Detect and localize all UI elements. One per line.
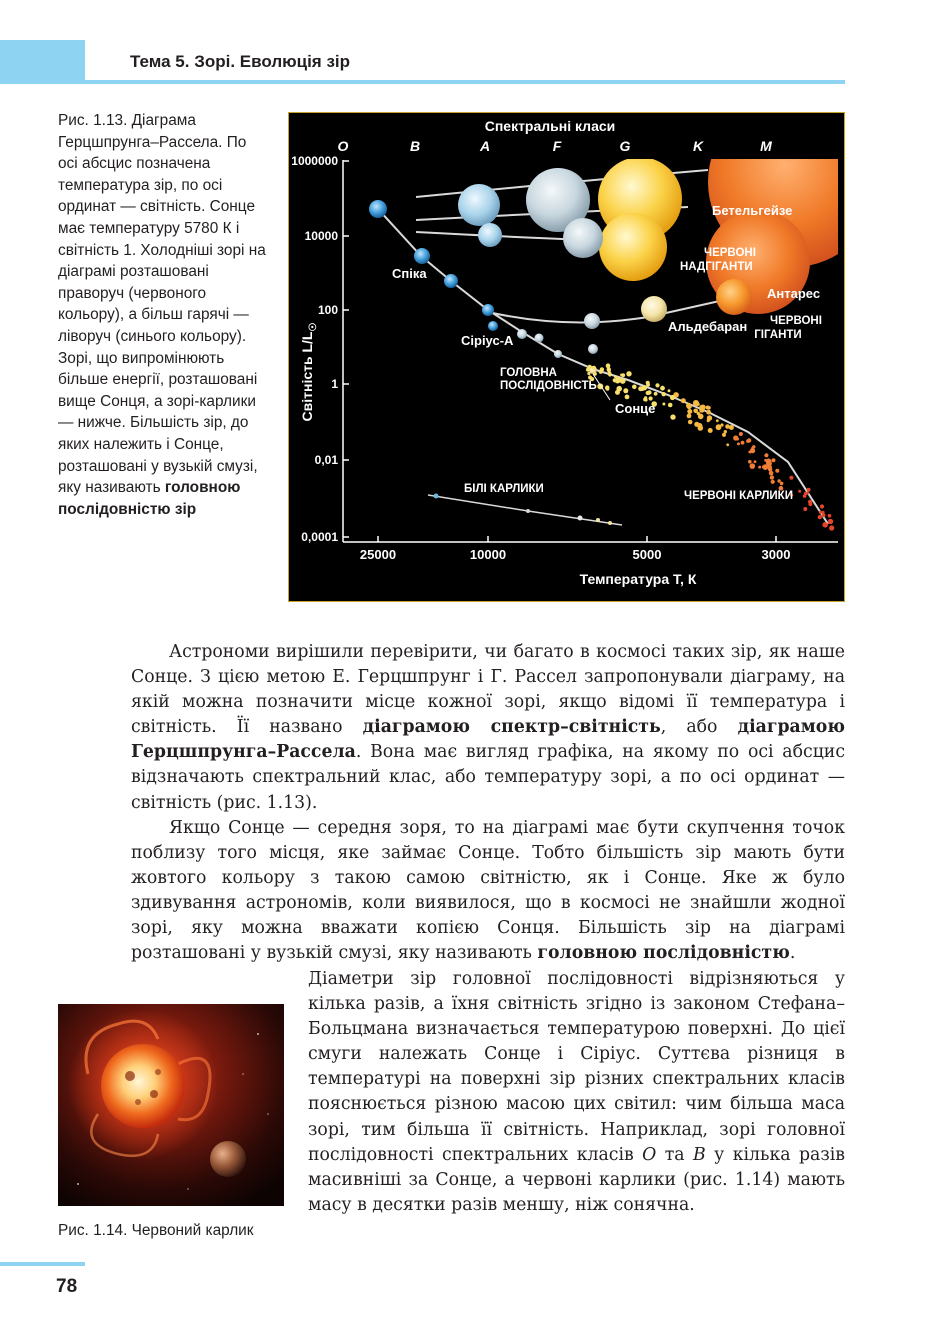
blue-dwarf-star bbox=[488, 321, 498, 331]
main-sequence-dot bbox=[620, 378, 626, 384]
main-sequence-dot bbox=[726, 443, 729, 446]
main-sequence-dot bbox=[668, 389, 671, 392]
main-sequence-dot bbox=[828, 514, 832, 518]
main-sequence-dot bbox=[746, 439, 750, 443]
main-sequence-dot bbox=[606, 387, 610, 391]
main-sequence-dot bbox=[587, 372, 590, 375]
main-sequence-dot bbox=[752, 445, 755, 448]
white-dwarf-star bbox=[434, 494, 439, 499]
main-sequence-dot bbox=[775, 469, 779, 473]
main-sequence-dot bbox=[822, 522, 828, 528]
main-sequence-dot bbox=[764, 453, 768, 457]
label-main-sequence-1: ГОЛОВНА bbox=[500, 367, 557, 379]
label-main-sequence-2: ПОСЛІДОВНІСТЬ bbox=[500, 380, 597, 392]
label-sirius: Сіріус-А bbox=[461, 333, 514, 348]
sirius-star bbox=[482, 304, 494, 316]
main-sequence-dot bbox=[772, 458, 776, 462]
main-sequence-dot bbox=[777, 479, 780, 482]
main-sequence-dot bbox=[750, 448, 755, 453]
main-sequence-dot bbox=[647, 390, 651, 394]
main-sequence-dot bbox=[739, 432, 743, 436]
main-sequence-dot bbox=[716, 419, 719, 422]
x-axis-label: Температура T, К bbox=[579, 571, 697, 587]
main-sequence-dot bbox=[820, 504, 824, 508]
red-giant-star bbox=[716, 279, 752, 315]
y-axis-label-sub: ☉ bbox=[308, 322, 319, 332]
main-sequence-dot bbox=[736, 438, 739, 441]
header-accent-block bbox=[0, 40, 85, 84]
footer-rule bbox=[0, 1262, 85, 1266]
label-betelgeuse: Бетельгейзе bbox=[712, 203, 793, 218]
label-red-dwarfs: ЧЕРВОНІ КАРЛИКИ bbox=[684, 490, 793, 502]
main-sequence-dot bbox=[768, 467, 772, 471]
main-sequence-dot bbox=[670, 395, 675, 400]
y-tick-label: 0,01 bbox=[314, 453, 338, 467]
main-sequence-dot bbox=[724, 430, 727, 433]
red-dwarf-svg bbox=[58, 1004, 284, 1206]
term-spectrum-luminosity: діаграмою спектр–світність bbox=[362, 717, 661, 738]
white-dwarf-star-2 bbox=[526, 509, 530, 513]
main-sequence-dot bbox=[668, 403, 673, 408]
red-dwarf-illustration bbox=[58, 1004, 284, 1206]
x-tick-label: 25000 bbox=[359, 547, 397, 562]
main-sequence-dot bbox=[819, 511, 822, 514]
main-sequence-dot bbox=[829, 521, 832, 524]
aldebaran-star bbox=[641, 296, 667, 322]
main-sequence-dot bbox=[670, 414, 675, 419]
label-sun: Сонце bbox=[615, 401, 656, 416]
main-sequence-dot bbox=[616, 386, 622, 392]
body-paragraph-3 bbox=[308, 967, 845, 1218]
main-sequence-dot bbox=[632, 385, 637, 390]
main-sequence-dot bbox=[614, 375, 617, 378]
header-rule bbox=[85, 80, 845, 84]
spica-star bbox=[414, 248, 430, 264]
yellow-supergiant-star-2 bbox=[599, 213, 667, 281]
label-aldebaran: Альдебаран bbox=[668, 319, 748, 334]
main-sequence-dot bbox=[623, 388, 628, 393]
main-sequence-dot bbox=[722, 433, 726, 437]
x-tick-label: 5000 bbox=[632, 547, 662, 562]
y-tick-label: 1000000 bbox=[291, 154, 338, 168]
blue-main-sequence-star bbox=[444, 274, 458, 288]
class-o: O bbox=[642, 1144, 657, 1165]
white-star bbox=[517, 329, 527, 339]
main-sequence-dot bbox=[804, 492, 808, 496]
figure-1-14-caption: Рис. 1.14. Червоний карлик bbox=[58, 1222, 254, 1239]
page-header-title: Тема 5. Зорі. Еволюція зір bbox=[130, 52, 351, 71]
label-red-giants-2: ГІГАНТИ bbox=[754, 329, 802, 341]
white-supergiant-star-2 bbox=[563, 218, 603, 258]
label-red-giants-1: ЧЕРВОНІ bbox=[770, 315, 822, 327]
white-star-4 bbox=[588, 344, 598, 354]
figure-1-13-caption-bold: головною послідовністю зір bbox=[58, 479, 241, 518]
chart-title: Спектральні класи bbox=[484, 118, 616, 134]
body-paragraphs bbox=[131, 640, 845, 966]
main-sequence-dot bbox=[687, 414, 692, 419]
hot-blue-star bbox=[369, 200, 387, 218]
y-tick-label: 0,0001 bbox=[301, 530, 338, 544]
hr-diagram bbox=[288, 112, 845, 602]
main-sequence-dot bbox=[758, 466, 761, 469]
main-sequence-dot bbox=[822, 513, 826, 517]
label-white-dwarfs: БІЛІ КАРЛИКИ bbox=[464, 483, 544, 495]
main-sequence-dot bbox=[706, 406, 710, 410]
main-sequence-dot bbox=[600, 367, 604, 371]
white-star-2 bbox=[535, 334, 544, 343]
main-sequence-dot bbox=[716, 424, 722, 430]
main-sequence-dot bbox=[769, 471, 774, 476]
main-sequence-dot bbox=[737, 442, 740, 445]
spectral-class-B: B bbox=[409, 138, 421, 154]
figure-1-13-caption-text: Рис. 1.13. Діаграма Герцшпрунга–Рассела. По осі абсцис позначена температура зір, по осі ординат — світність. Сонце має температуру 5780 К і світність 1. Холодніші зорі на діаграмі розташовані праворуч (червоного кольору), а більш гарячі — ліворуч (синього кольору). Зорі, що випромінюють більше енергії, розташовані вище Сонця, а зорі-карлики — нижче. Більшість зір, до яких належить і Сонце, розташовані у вузькій смузі, яку називають bbox=[58, 112, 266, 497]
spectral-class-G: G bbox=[619, 138, 631, 154]
main-sequence-dot bbox=[764, 459, 767, 462]
main-sequence-dot bbox=[625, 395, 630, 400]
y-tick-label: 1 bbox=[331, 377, 338, 391]
main-sequence-dot bbox=[699, 424, 702, 427]
main-sequence-dot bbox=[708, 428, 713, 433]
main-sequence-dot bbox=[662, 392, 666, 396]
blue-supergiant-star bbox=[458, 184, 500, 226]
term-hr-diagram: діаграмою Герцшпрунга–Рассела bbox=[131, 717, 845, 763]
main-sequence-dot bbox=[681, 398, 686, 403]
main-sequence-dot bbox=[688, 420, 693, 425]
main-sequence-dot bbox=[789, 476, 793, 480]
label-spica: Спіка bbox=[392, 266, 427, 281]
spectral-class-A: A bbox=[479, 138, 491, 154]
main-sequence-dot bbox=[654, 392, 658, 396]
main-sequence-dot bbox=[699, 407, 704, 412]
white-dwarf-star-5 bbox=[608, 521, 612, 525]
main-sequence-dot bbox=[750, 463, 756, 469]
label-antares: Антарес bbox=[767, 286, 821, 301]
main-sequence-dot bbox=[798, 490, 801, 493]
paragraph-2: Якщо Сонце — середня зоря, то на діаграмі має бути скупчення точок поблизу того місця, яке займає Сонце. Тобто більшість зір мають бути жовтого кольору з такою самою світністю, як і Сонце. Яке ж було здивування астрономів, коли виявилося, що в космосі не знайшли жодної зорі, яку можна вважати копією Сонця. Більшість зір на діаграмі розташовані у вузькій смузі, яку називають головною послідовністю. bbox=[131, 817, 845, 964]
main-sequence-dot bbox=[818, 515, 822, 519]
white-dwarf-star-3 bbox=[578, 516, 583, 521]
main-sequence-dot bbox=[662, 403, 665, 406]
x-tick-label: 10000 bbox=[469, 547, 507, 562]
label-supergiants-1: ЧЕРВОНІ bbox=[704, 247, 756, 259]
main-sequence-dot bbox=[807, 488, 811, 492]
main-sequence-dot bbox=[693, 409, 698, 414]
main-sequence-dot bbox=[808, 502, 812, 506]
white-dwarf-star-4 bbox=[596, 518, 600, 522]
spectral-class-K: K bbox=[692, 138, 704, 154]
main-sequence-dot bbox=[586, 368, 590, 372]
main-sequence-dot bbox=[646, 383, 650, 387]
main-sequence-dot bbox=[763, 464, 769, 470]
main-sequence-dot bbox=[771, 480, 775, 484]
class-b: B bbox=[693, 1144, 706, 1165]
main-sequence-dot bbox=[708, 416, 713, 421]
x-tick-label: 3000 bbox=[761, 547, 791, 562]
spectral-class-F: F bbox=[552, 138, 562, 154]
main-sequence-dot bbox=[748, 460, 752, 464]
main-sequence-dot bbox=[754, 460, 757, 463]
y-tick-label: 100 bbox=[317, 303, 338, 317]
main-sequence-dot bbox=[649, 396, 653, 400]
spectral-class-M: M bbox=[760, 138, 772, 154]
paragraph-3: Діаметри зір головної послідовності відрізняються у кілька разів, а їхня світність згідно із законом Стефана–Больцмана визначається температурою поверхні. До цієї смуги належать Сонце і Сіріус. Суттєва різниця в температурі на поверхні зір різних спектральних класів пояснюється різною масою цих світил: чим більша маса зорі, тим більша її світність. Наприклад, зорі головної послідовності спектральних класів O та B у кілька разів масивніші за Сонце, а червоні карлики (рис. 1.14) мають масу в десятки разів меншу, ніж сонячна. bbox=[308, 969, 846, 1215]
main-sequence-dot bbox=[741, 441, 745, 445]
term-main-sequence: головною послідовністю bbox=[537, 943, 790, 964]
paragraph-1: Астрономи вирішили перевірити, чи багато в космосі таких зір, як наше Сонце. З цією метою Е. Герцшпрунг і Г. Рассел запропонували діаграму, на якій можна позначити місце кожної зорі, якщо відомі її температура і світність. Її названо діаграмою спектр–світність, або діаграмою Герцшпрунга–Рассела. Вона має вигляд графіка, на якому по осі абсцис відзначають спектральний клас, або температуру зорі, а по осі ординат — світність (рис. 1.13). bbox=[131, 642, 845, 813]
blue-supergiant-star-2 bbox=[478, 223, 502, 247]
main-sequence-dot bbox=[803, 507, 807, 511]
y-axis-label-main: Світність L/L bbox=[299, 331, 315, 422]
giant-star-grey bbox=[584, 313, 600, 329]
main-sequence-dot bbox=[655, 383, 659, 387]
main-sequence-dot bbox=[694, 422, 699, 427]
figure-1-13-caption bbox=[58, 110, 268, 520]
main-sequence-dot bbox=[608, 374, 611, 377]
main-sequence-dot bbox=[621, 373, 625, 377]
hr-diagram-svg bbox=[288, 112, 845, 602]
label-supergiants-2: НАДГІГАНТИ bbox=[680, 261, 753, 273]
main-sequence-dot bbox=[698, 414, 704, 420]
main-sequence-dot bbox=[725, 424, 730, 429]
main-sequence-dot bbox=[592, 366, 596, 370]
main-sequence-dot bbox=[626, 371, 631, 376]
main-sequence-dot bbox=[706, 410, 711, 415]
main-sequence-dot bbox=[687, 409, 692, 414]
white-star-3 bbox=[554, 350, 562, 358]
main-sequence-dot bbox=[660, 386, 665, 391]
main-sequence-dot bbox=[686, 404, 691, 409]
page-number: 78 bbox=[56, 1276, 78, 1297]
main-sequence-dot bbox=[693, 400, 699, 406]
spectral-class-O: O bbox=[337, 138, 349, 154]
main-sequence-dot bbox=[829, 525, 834, 530]
y-tick-label: 10000 bbox=[304, 229, 338, 243]
main-sequence-dot bbox=[770, 475, 774, 479]
main-sequence-dot bbox=[641, 388, 644, 391]
